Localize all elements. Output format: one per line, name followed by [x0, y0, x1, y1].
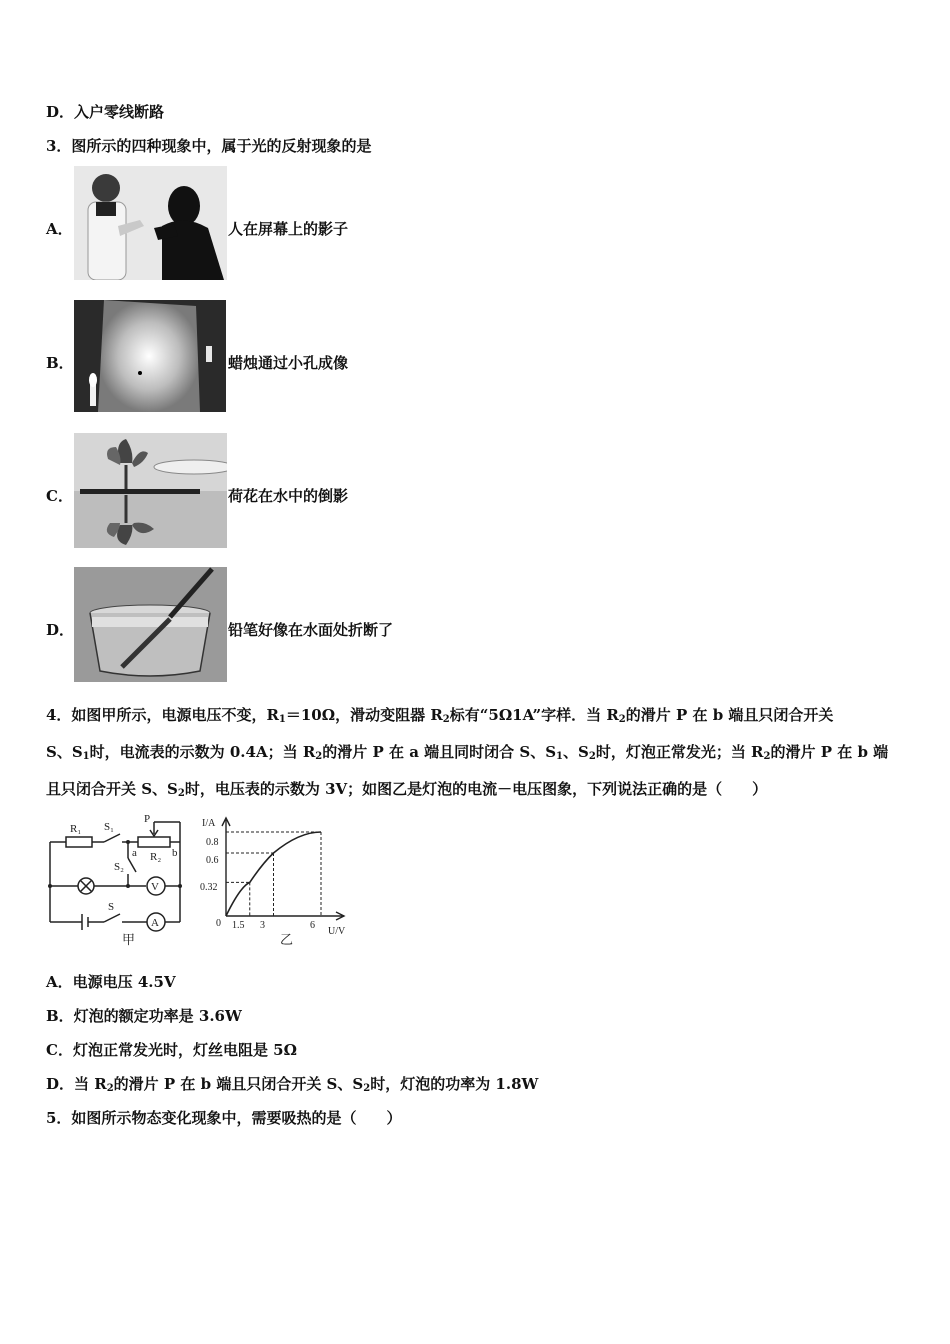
- q4-stem-line-2: S、$S_1$时，电流表的示数为 0.4A；当 $R_2$的滑片 P 在 a 端且同时闭合 S、$S_1$、$S_2$时，灯泡正常发光；当 $R_2$的滑片 P 在 b 端: [46, 743, 889, 762]
- q4-graph-ylabel: I/A: [202, 818, 216, 829]
- q4-graph-ytick-0.8: 0.8: [206, 837, 219, 848]
- q4-option-a: A．电源电压 4.5V: [46, 973, 176, 991]
- q3-image-pinhole: [74, 300, 226, 412]
- q4-circuit-a-label: a: [132, 847, 137, 859]
- q4-circuit-voltmeter-label: V: [151, 881, 159, 893]
- q4-graph-origin: 0: [216, 918, 221, 929]
- q4-graph-xtick-1.5: 1.5: [232, 920, 245, 931]
- q4-circuit-r2-label: R₂: [150, 851, 162, 863]
- q3-image-pencil: [74, 567, 227, 682]
- q4-option-c: C．灯泡正常发光时，灯丝电阻是 5Ω: [46, 1041, 297, 1059]
- q3-stem: 3．图所示的四种现象中，属于光的反射现象的是: [46, 137, 372, 155]
- q4-circuit-p-label: P: [144, 813, 151, 825]
- q3-option-b-label: B．: [46, 354, 74, 372]
- q3-image-shadow: [74, 166, 227, 280]
- q4-circuit-diagram: [46, 812, 191, 950]
- q4-graph-caption: 乙: [280, 932, 294, 947]
- q4-option-b: B．灯泡的额定功率是 3.6W: [46, 1007, 242, 1025]
- q5-stem: 5．如图所示物态变化现象中，需要吸热的是（ ）: [46, 1109, 402, 1127]
- q4-graph-xtick-3: 3: [260, 920, 265, 931]
- q4-option-d: D．当 $R_2$的滑片 P 在 b 端且只闭合开关 S、$S_2$时，灯泡的功率为 1.8W: [46, 1075, 539, 1094]
- q4-graph-ytick-0.32: 0.32: [200, 882, 218, 893]
- q4-circuit-s-label: S: [108, 901, 115, 913]
- q4-stem-line-1: 4．如图甲所示，电源电压不变，$R_1=10\Omega$，滑动变阻器 $R_2$标有“5Ω1A”字样．当 $R_2$的滑片 P 在 b 端且只闭合开关: [46, 706, 834, 725]
- q3-option-a-label: A．: [46, 220, 73, 238]
- q4-circuit-s1-label: S₁: [104, 821, 114, 833]
- q3-image-lotus: [74, 433, 227, 548]
- q3-option-d-caption: 铅笔好像在水面处折断了: [228, 621, 394, 639]
- q2-option-d: D．入户零线断路: [46, 103, 165, 121]
- q4-circuit-s2-label: S₂: [114, 861, 124, 873]
- q3-option-c-label: C．: [46, 487, 73, 505]
- q4-stem-line-3: 且只闭合开关 S、$S_2$时，电压表的示数为 3V；如图乙是灯泡的电流－电压图象，下列说法正确的是（ ）: [46, 780, 768, 799]
- q4-iu-graph: [196, 812, 354, 950]
- q3-option-b-caption: 蜡烛通过小孔成像: [228, 354, 349, 372]
- q3-option-a-caption: 人在屏幕上的影子: [228, 220, 349, 238]
- q4-circuit-caption: 甲: [122, 932, 136, 947]
- q4-circuit-r1-label: R₁: [70, 823, 82, 835]
- q4-circuit-ammeter-label: A: [151, 917, 159, 929]
- q4-graph-xtick-6: 6: [310, 920, 315, 931]
- q4-graph-ytick-0.6: 0.6: [206, 855, 219, 866]
- q4-graph-xlabel: U/V: [328, 926, 346, 937]
- q4-circuit-b-label: b: [172, 847, 178, 859]
- q3-option-c-caption: 荷花在水中的倒影: [228, 487, 349, 505]
- q3-option-d-label: D．: [46, 621, 75, 639]
